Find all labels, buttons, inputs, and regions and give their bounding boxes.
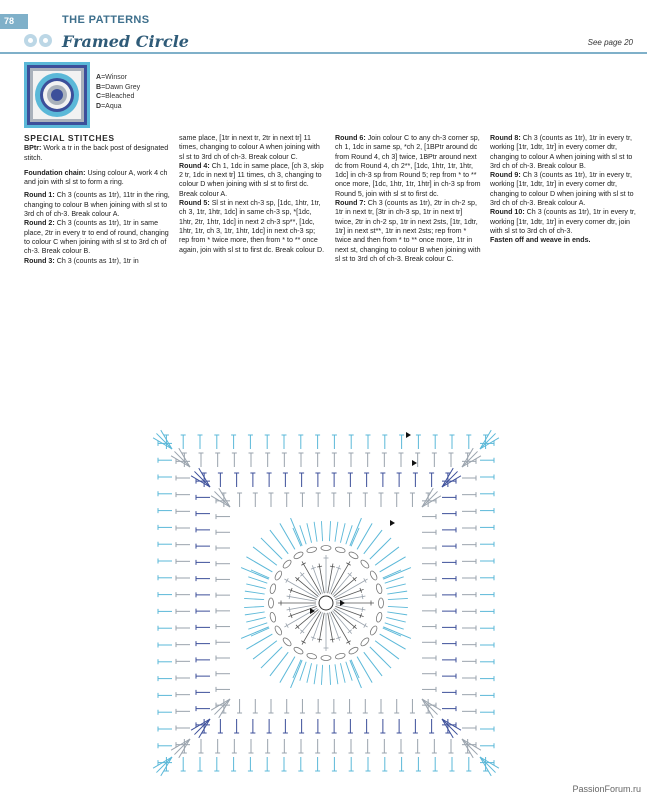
start-marker-icon bbox=[340, 600, 345, 606]
instruction-paragraph: Round 10: Ch 3 (counts as 1tr), 1tr in every tr, working [1tr, 1dtr, 1tr] in every corner dtr, join with sl st to 3rd ch of ch-3. bbox=[490, 208, 636, 235]
instruction-paragraph: Round 1: Ch 3 (counts as 1tr), 11tr in the ring, changing to colour B when joining with sl st to 3rd ch of ch-3. Break colour A. bbox=[24, 191, 170, 219]
stitch-mark bbox=[289, 607, 290, 612]
stitch-mark bbox=[291, 518, 303, 546]
stitch-mark bbox=[312, 565, 322, 593]
colour-key-item: B=Dawn Grey bbox=[96, 83, 141, 91]
stitch-mark bbox=[286, 623, 289, 627]
square-photo-thumbnail bbox=[24, 62, 90, 128]
instruction-paragraph: Fasten off and weave in ends. bbox=[490, 236, 591, 245]
instruction-paragraph: Round 2: Ch 3 (counts as 1tr), 1tr in same place, 2tr in every tr to end of round, changing to colour C when joining with sl st to 3rd ch of ch-3. Break colour B. bbox=[24, 219, 169, 256]
chain-stitch-mark bbox=[335, 546, 346, 553]
instructions-column-2 bbox=[179, 134, 325, 259]
chain-stitch-mark bbox=[274, 570, 283, 581]
stitch-mark bbox=[291, 660, 303, 688]
chain-stitch-mark bbox=[335, 652, 346, 659]
stitch-mark bbox=[288, 589, 316, 599]
instruction-paragraph: same place, [1tr in next tr, 2tr in next tr] 11 times, changing to colour A when joining with sl st to 3rd ch of ch-3. Break colour C. bbox=[179, 134, 320, 161]
instruction-paragraph: Round 8: Ch 3 (counts as 1tr), 1tr in every tr, working [1tr, 1dtr, 1tr] in every corner dtr, changing to colour A when joining with sl st to 3rd ch of ch-3. Break colour B. bbox=[490, 134, 633, 170]
stitch-mark bbox=[383, 568, 411, 580]
chain-stitch-mark bbox=[348, 551, 359, 560]
chain-stitch-mark bbox=[379, 598, 384, 608]
stitch-mark bbox=[312, 612, 322, 640]
stitch-mark bbox=[383, 627, 411, 639]
title-bar bbox=[0, 31, 647, 53]
stitch-mark bbox=[328, 564, 333, 594]
stitch-mark bbox=[293, 528, 301, 546]
stitch-mark bbox=[383, 628, 401, 636]
stitch-mark bbox=[328, 613, 333, 643]
chain-stitch-mark bbox=[293, 646, 304, 655]
chain-stitch-mark bbox=[274, 625, 283, 636]
decorative-dots bbox=[24, 34, 54, 52]
stitch-mark bbox=[362, 607, 363, 612]
colour-key-item: D=Aqua bbox=[96, 102, 122, 110]
chain-stitch-mark bbox=[306, 652, 317, 659]
stitch-mark bbox=[329, 521, 330, 541]
watermark: PassionForum.ru bbox=[572, 784, 641, 794]
stitch-mark bbox=[301, 641, 305, 644]
stitch-mark bbox=[244, 606, 264, 607]
stitch-mark bbox=[388, 598, 408, 599]
stitch-mark bbox=[317, 639, 322, 640]
stitch-mark bbox=[314, 522, 317, 542]
chain-stitch-mark bbox=[282, 559, 293, 570]
chain-stitch-mark bbox=[369, 570, 378, 581]
stitch-mark bbox=[346, 641, 350, 644]
stitch-mark bbox=[246, 617, 265, 622]
stitch-mark bbox=[383, 570, 401, 578]
stitch-mark bbox=[289, 594, 290, 599]
stitch-mark bbox=[241, 568, 269, 580]
stitch-mark bbox=[245, 591, 265, 594]
stitch-mark bbox=[319, 613, 324, 643]
stitch-mark bbox=[386, 617, 405, 622]
chain-stitch-mark bbox=[348, 646, 359, 655]
stitch-mark bbox=[251, 628, 269, 636]
circle-dot-icon bbox=[24, 34, 37, 47]
chain-stitch-mark bbox=[375, 583, 382, 594]
stitch-mark bbox=[362, 594, 363, 599]
stitch-mark bbox=[246, 584, 265, 589]
section-heading: THE PATTERNS bbox=[62, 14, 150, 26]
colour-key-item: A=Winsor bbox=[96, 74, 127, 81]
circle-dot-icon bbox=[39, 34, 52, 47]
chain-stitch-mark bbox=[321, 546, 331, 551]
instructions-column-1 bbox=[24, 134, 170, 270]
pattern-instructions bbox=[24, 134, 634, 324]
instruction-paragraph: Round 9: Ch 3 (counts as 1tr), 1tr in every tr, working [1tr, 1dtr, 1tr] in every corner dtr, changing to colour D when joining with sl st to 3rd ch of ch-3. Break colour A. bbox=[490, 171, 634, 208]
instruction-paragraph: Round 3: Ch 3 (counts as 1tr), 1tr in bbox=[24, 256, 139, 265]
stitch-mark bbox=[319, 564, 324, 594]
stitch-mark bbox=[329, 665, 330, 685]
chain-stitch-mark bbox=[375, 612, 382, 623]
chain-stitch-mark bbox=[360, 559, 371, 570]
start-marker-icon bbox=[390, 520, 395, 526]
special-stitches-heading: SPECIAL STITCHES bbox=[24, 133, 115, 143]
stitch-mark bbox=[340, 663, 345, 682]
foundation-ring bbox=[319, 596, 333, 610]
pattern-title: Framed Circle bbox=[62, 32, 189, 51]
stitch-mark bbox=[335, 606, 363, 616]
stitch-mark bbox=[286, 578, 289, 582]
start-marker-icon bbox=[412, 460, 417, 466]
stitch-mark bbox=[287, 596, 317, 601]
crochet-chart-diagram bbox=[140, 413, 512, 793]
instruction-paragraph: Round 4: Ch 1, 1dc in same place, [ch 3, skip 2 tr, 1dc in next tr] 11 times, ch 3, changing to colour D when joining with sl st to first dc. Break colour A. bbox=[179, 161, 324, 198]
page-number: 78 bbox=[0, 14, 28, 29]
start-marker-icon bbox=[406, 432, 411, 438]
chain-stitch-mark bbox=[293, 551, 304, 560]
chain-stitch-mark bbox=[282, 637, 293, 648]
chain-stitch-mark bbox=[369, 625, 378, 636]
colour-key-item: C=Bleached bbox=[96, 93, 135, 100]
chain-stitch-mark bbox=[269, 583, 276, 594]
stitch-mark bbox=[301, 563, 305, 566]
chain-stitch-mark bbox=[269, 612, 276, 623]
stitch-mark bbox=[340, 523, 345, 542]
stitch-mark bbox=[241, 627, 269, 639]
stitch-mark bbox=[351, 528, 359, 546]
stitch-mark bbox=[330, 639, 335, 640]
chain-stitch-mark bbox=[360, 637, 371, 648]
stitch-mark bbox=[386, 584, 405, 589]
instruction-paragraph: Foundation chain: Using colour A, work 4 ch and join with sl st to form a ring. bbox=[24, 168, 168, 187]
stitch-mark bbox=[245, 612, 265, 615]
stitch-mark bbox=[351, 660, 359, 678]
stitch-mark bbox=[387, 612, 407, 615]
instruction-paragraph: Round 6: Join colour C to any ch-3 corner sp, ch 1, 1dc in same sp, *ch 2, [1BPtr around dc from Round 4, ch 3] twice, 1BPtr around next dc from Round 4, ch 2**, [1dc, 1htr, 1tr, 1htr, 1dc] in ch-3 sp from Round 5; rep from * to ** once more, [1dc, 1htr, 1tr, 1htr] in ch-3 sp from Round 5, join with sl st to first dc. bbox=[335, 134, 481, 198]
chain-stitch-mark bbox=[269, 598, 274, 608]
stitch-mark bbox=[335, 589, 363, 599]
stitch-mark bbox=[364, 578, 367, 582]
stitch-mark bbox=[364, 623, 367, 627]
stitch-mark bbox=[321, 665, 322, 685]
instruction-paragraph: BPtr: Work a tr in the back post of designated stitch. bbox=[24, 144, 169, 162]
instructions-column-4 bbox=[490, 134, 636, 250]
colour-key bbox=[96, 73, 140, 111]
chain-stitch-mark bbox=[306, 546, 317, 553]
instructions-column-3 bbox=[335, 134, 481, 268]
instruction-paragraph: Round 5: Sl st in next ch-3 sp, [1dc, 1htr, 1tr, ch 3, 1tr, 1htr, 1dc] in same ch-3 sp, *[1dc, 1htr, 2tr, 1htr, 1dc] in next 2 ch-3 sp**, [1dc, 1htr, 1tr, ch 3, 1tr, 1htr, 1dc] in next ch-3 sp; rep from * twice more, then from * to ** once again, join with sl st to first dc. Break colour D. bbox=[179, 199, 325, 254]
stitch-mark bbox=[321, 521, 322, 541]
stitch-mark bbox=[335, 664, 338, 684]
title-rule bbox=[0, 52, 647, 54]
stitch-mark bbox=[329, 565, 339, 593]
stitch-mark bbox=[329, 612, 339, 640]
stitch-mark bbox=[330, 566, 335, 567]
stitch-mark bbox=[293, 660, 301, 678]
chain-stitch-mark bbox=[321, 656, 331, 661]
stitch-mark bbox=[346, 563, 350, 566]
see-page-reference: See page 20 bbox=[587, 38, 633, 47]
stitch-mark bbox=[350, 518, 362, 546]
instruction-paragraph: Round 7: Ch 3 (counts as 1tr), 2tr in ch-2 sp, 1tr in next tr, [3tr in ch-3 sp, 1tr in next tr] twice, 2tr in ch-2 sp, 1tr in next 2sts, [1tr, 1dtr, 1tr] in next st**, 1tr in next 2sts; rep from * twice and then from * to ** once more, 1tr in next st, changing to colour B when joining with sl st to 3rd ch of ch-3. Break colour C. bbox=[335, 199, 481, 263]
stitch-mark bbox=[335, 522, 338, 542]
stitch-mark bbox=[244, 598, 264, 599]
stitch-mark bbox=[251, 570, 269, 578]
stitch-mark bbox=[387, 591, 407, 594]
stitch-mark bbox=[314, 664, 317, 684]
stitch-mark bbox=[317, 566, 322, 567]
stitch-mark bbox=[307, 523, 312, 542]
stitch-mark bbox=[307, 663, 312, 682]
stitch-mark bbox=[350, 660, 362, 688]
stitch-mark bbox=[388, 606, 408, 607]
